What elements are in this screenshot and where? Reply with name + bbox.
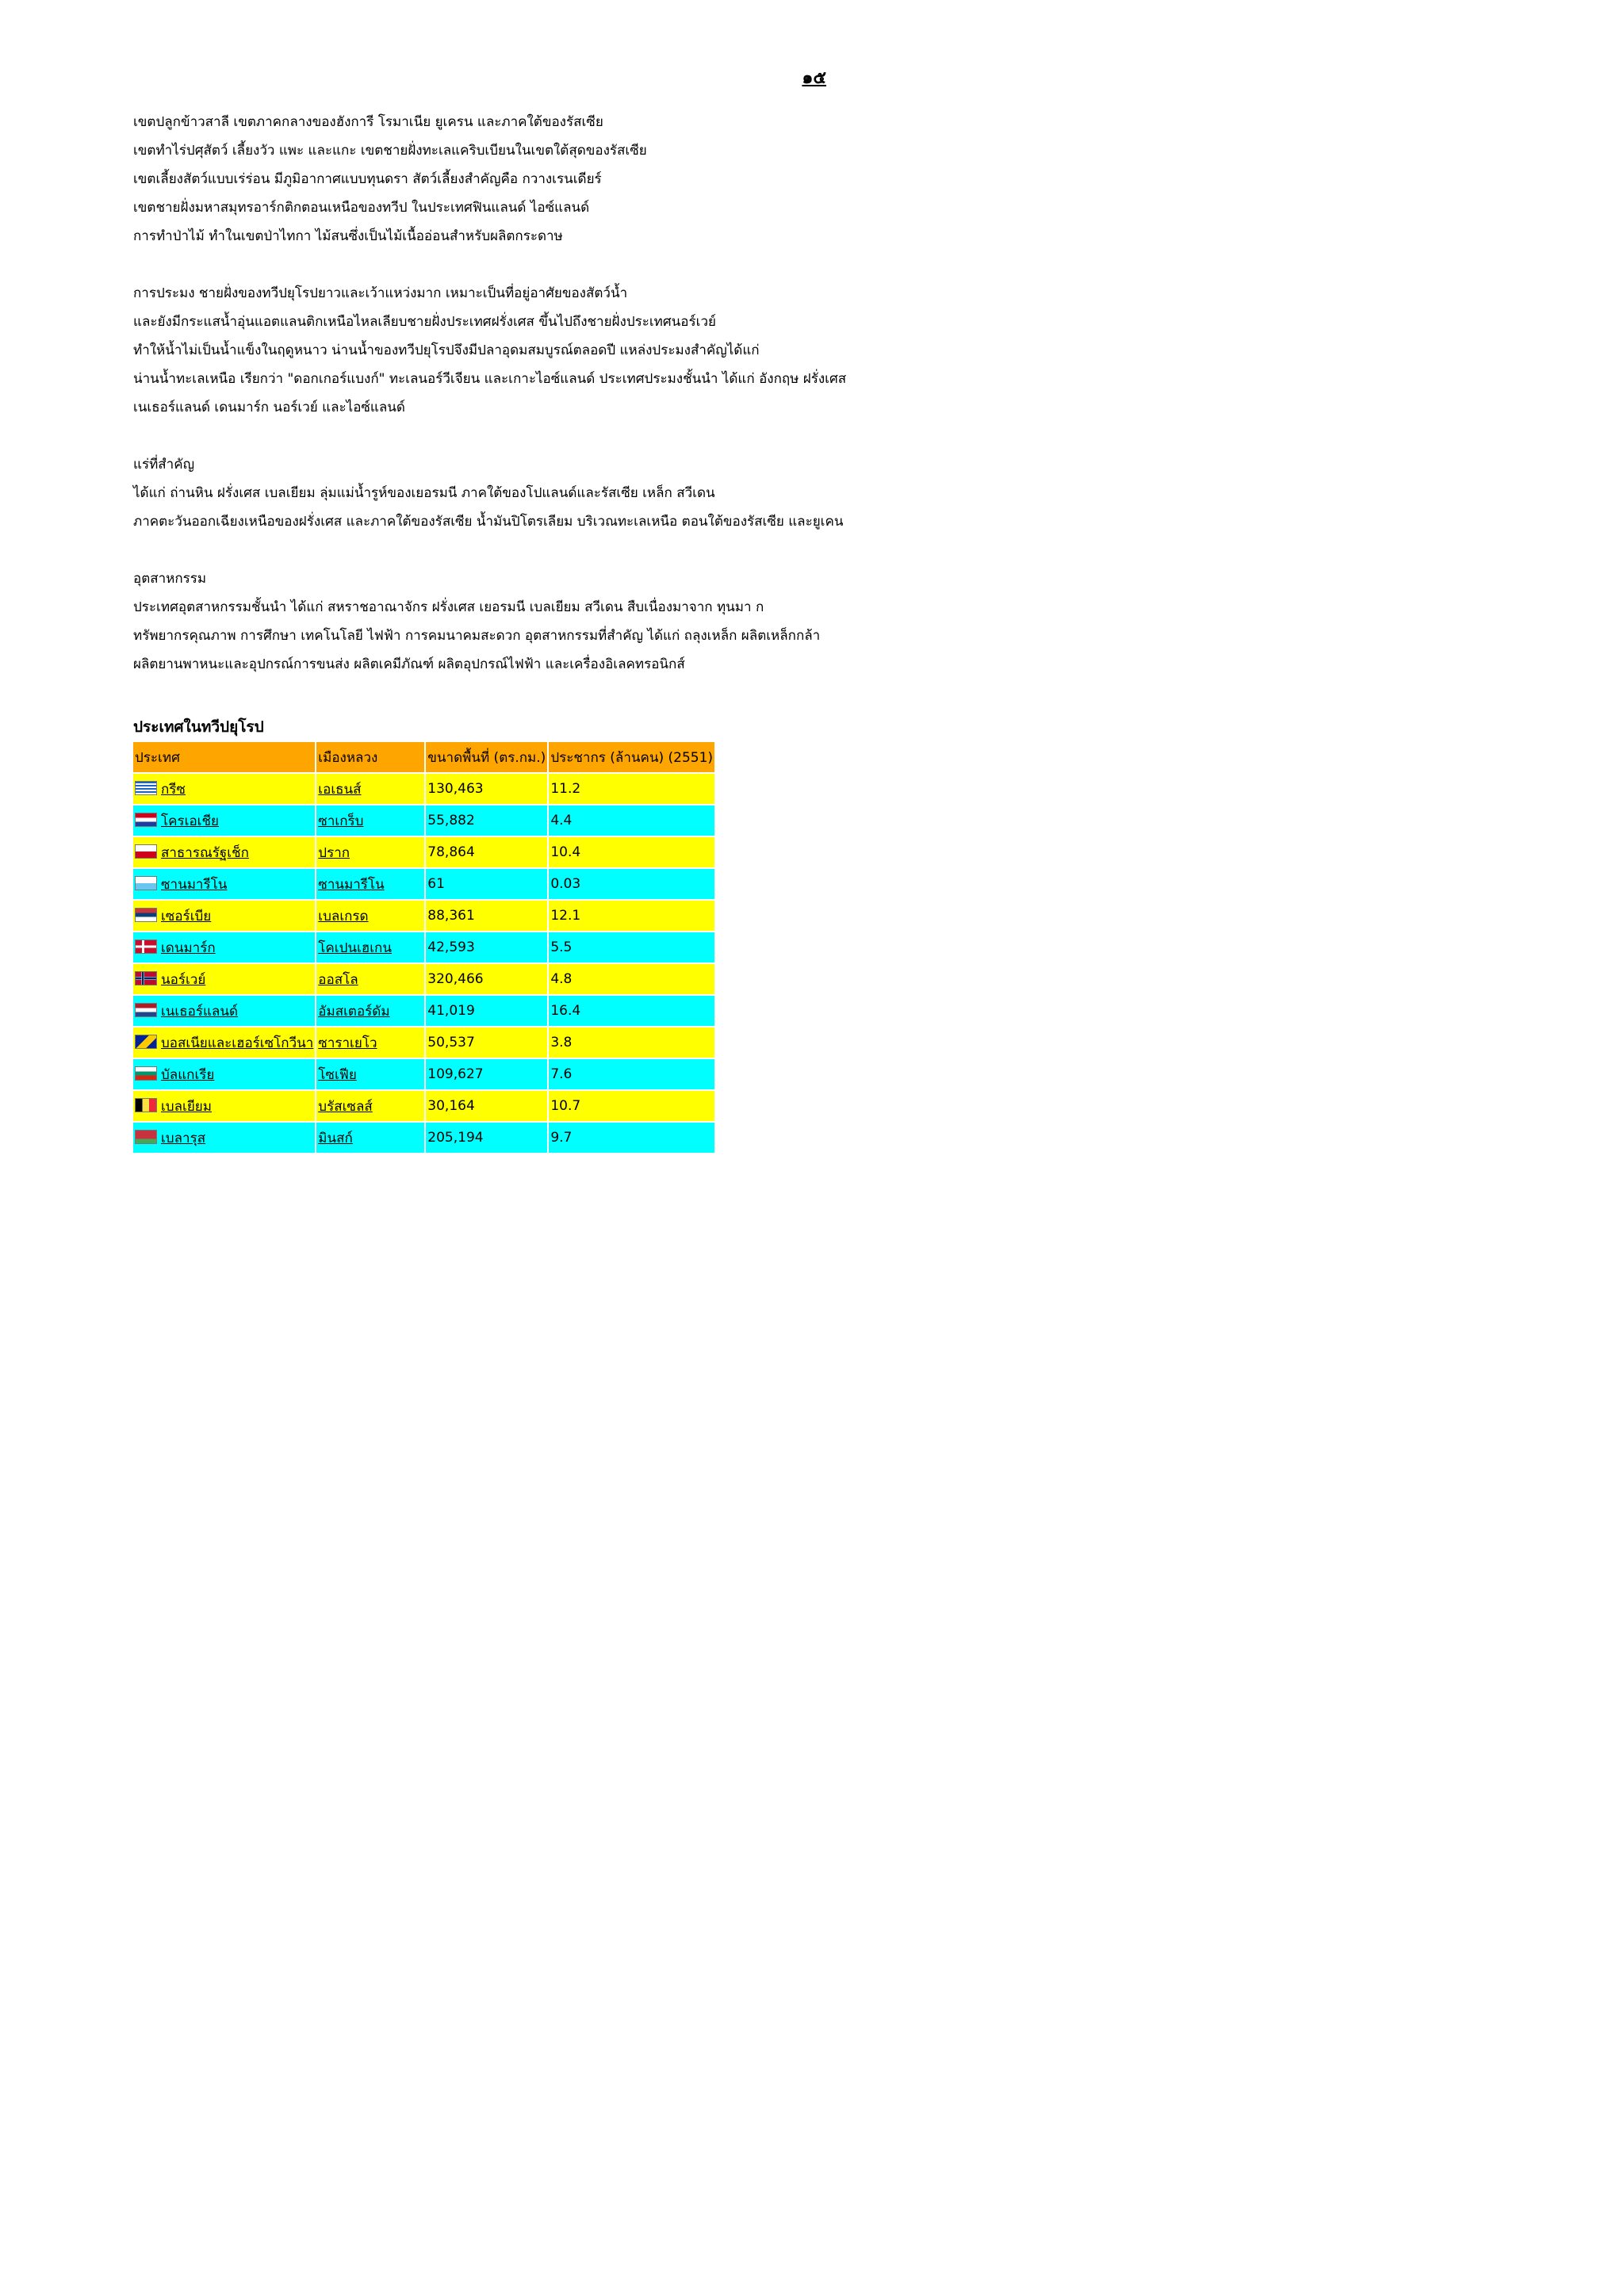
belarus-flag-icon xyxy=(135,1130,157,1144)
cell-capital xyxy=(316,1059,424,1089)
cell-capital xyxy=(316,901,424,931)
norway-flag-icon xyxy=(135,971,157,985)
country-link[interactable]: เนเธอร์แลนด์ xyxy=(161,1003,238,1020)
text-line: ภาคตะวันออกเฉียงเหนือของฝรั่งเศส และภาคใต้ของรัสเซีย น้ำมันปิโตรเลียม บริเวณทะเลเหนือ ตอนใต้ของรัสเซีย และยูเคน xyxy=(133,514,844,530)
header-area: ขนาดพื้นที่ (ตร.กม.) xyxy=(426,742,547,772)
cell-population: 0.03 xyxy=(549,869,714,899)
cell-country xyxy=(133,932,315,962)
cell-population: 10.4 xyxy=(549,837,714,867)
country-link[interactable]: เดนมาร์ก xyxy=(161,939,216,956)
greece-flag-icon xyxy=(135,781,157,795)
paragraph-spacer xyxy=(133,679,831,707)
cell-country xyxy=(133,837,315,867)
paragraph-spacer xyxy=(133,536,831,564)
san-marino-flag-icon xyxy=(135,876,157,890)
paragraph-spacer xyxy=(133,422,831,450)
table-row xyxy=(133,1059,714,1089)
cell-country xyxy=(133,901,315,931)
cell-capital xyxy=(316,806,424,836)
country-link[interactable]: นอร์เวย์ xyxy=(161,971,206,988)
capital-link[interactable]: ออสโล xyxy=(318,971,358,988)
capital-link[interactable]: โคเปนเฮเกน xyxy=(318,939,392,956)
cell-country xyxy=(133,869,315,899)
text-line: ทำให้น้ำไม่เป็นน้ำแข็งในฤดูหนาว น่านน้ำของทวีปยุโรปจึงมีปลาอุดมสมบูรณ์ตลอดปี แหล่งประมงสำคัญได้แก่ xyxy=(133,342,760,358)
capital-link[interactable]: ซาเกร็บ xyxy=(318,813,364,829)
capital-link[interactable]: ซานมารีโน xyxy=(318,876,385,893)
cell-area: 78,864 xyxy=(426,837,547,867)
paragraph xyxy=(133,450,844,536)
text-line: เขตชายฝั่งมหาสมุทรอาร์กติกตอนเหนือของทวีป ในประเทศฟินแลนด์ ไอซ์แลนด์ xyxy=(133,200,590,216)
capital-link[interactable]: บรัสเซลส์ xyxy=(318,1098,373,1115)
header-population: ประชากร (ล้านคน) (2551) xyxy=(549,742,714,772)
cell-population: 16.4 xyxy=(549,996,714,1026)
capital-link[interactable]: มินสก์ xyxy=(318,1130,353,1146)
cell-country xyxy=(133,774,315,804)
country-link[interactable]: กรีซ xyxy=(161,781,186,798)
table-row xyxy=(133,901,714,931)
cell-capital xyxy=(316,996,424,1026)
cell-population: 4.8 xyxy=(549,964,714,994)
text-line: เขตเลี้ยงสัตว์แบบเร่ร่อน มีภูมิอากาศแบบทุนดรา สัตว์เลี้ยงสำคัญคือ กวางเรนเดียร์ xyxy=(133,171,602,187)
cell-capital xyxy=(316,1123,424,1153)
table-row xyxy=(133,806,714,836)
header-country: ประเทศ xyxy=(133,742,315,772)
cell-area: 205,194 xyxy=(426,1123,547,1153)
bulgaria-flag-icon xyxy=(135,1066,157,1081)
table-row xyxy=(133,932,714,962)
table-row xyxy=(133,774,714,804)
cell-country xyxy=(133,964,315,994)
text-line: การทำป่าไม้ ทำในเขตป่าไทกา ไม้สนซึ่งเป็นไม้เนื้ออ่อนสำหรับผลิตกระดาษ xyxy=(133,228,563,244)
text-line: ได้แก่ ถ่านหิน ฝรั่งเศส เบลเยียม ลุ่มแม่น้ำรูห์ของเยอรมนี ภาคใต้ของโปแลนด์และรัสเซีย เหล็ก สวีเดน xyxy=(133,485,715,501)
croatia-flag-icon xyxy=(135,813,157,827)
text-line: เขตทำไร่ปศุสัตว์ เลี้ยงวัว แพะ และแกะ เขตชายฝั่งทะเลแคริบเบียนในเขตใต้สุดของรัสเซีย xyxy=(133,143,647,159)
paragraph-spacer xyxy=(133,251,831,279)
country-link[interactable]: เบลารุส xyxy=(161,1130,206,1146)
capital-link[interactable]: ซาราเยโว xyxy=(318,1035,377,1051)
page-number: ๑๕ xyxy=(802,68,826,88)
czech-flag-icon xyxy=(135,844,157,859)
cell-capital xyxy=(316,869,424,899)
document-content xyxy=(133,108,847,1154)
cell-area: 50,537 xyxy=(426,1027,547,1058)
text-line: เขตปลูกข้าวสาลี เขตภาคกลางของฮังการี โรมาเนีย ยูเครน และภาคใต้ของรัสเซีย xyxy=(133,114,603,130)
text-body xyxy=(133,108,847,707)
cell-population: 4.4 xyxy=(549,806,714,836)
cell-area: 130,463 xyxy=(426,774,547,804)
text-line: การประมง ชายฝั่งของทวีปยุโรปยาวและเว้าแหว่งมาก เหมาะเป็นที่อยู่อาศัยของสัตว์น้ำ xyxy=(133,285,628,301)
bosnia-flag-icon xyxy=(135,1035,157,1049)
table-row xyxy=(133,1027,714,1058)
cell-country xyxy=(133,1059,315,1089)
cell-area: 88,361 xyxy=(426,901,547,931)
cell-area: 109,627 xyxy=(426,1059,547,1089)
cell-capital xyxy=(316,932,424,962)
header-capital: เมืองหลวง xyxy=(316,742,424,772)
netherlands-flag-icon xyxy=(135,1003,157,1017)
capital-link[interactable]: ปราก xyxy=(318,844,350,861)
countries-table xyxy=(132,740,716,1154)
cell-population: 11.2 xyxy=(549,774,714,804)
text-line: อุตสาหกรรม xyxy=(133,571,207,587)
capital-link[interactable]: อัมสเตอร์ดัม xyxy=(318,1003,390,1020)
cell-country xyxy=(133,806,315,836)
paragraph xyxy=(133,279,847,422)
table-row xyxy=(133,837,714,867)
cell-area: 41,019 xyxy=(426,996,547,1026)
paragraph xyxy=(133,108,831,251)
country-link[interactable]: โครเอเชีย xyxy=(161,813,219,829)
cell-capital xyxy=(316,1027,424,1058)
table-body xyxy=(133,774,714,1153)
country-link[interactable]: บอสเนียและเฮอร์เซโกวีนา xyxy=(161,1035,314,1051)
text-line: เนเธอร์แลนด์ เดนมาร์ก นอร์เวย์ และไอซ์แลนด์ xyxy=(133,400,405,415)
table-header-row xyxy=(133,742,714,772)
cell-capital xyxy=(316,964,424,994)
cell-country xyxy=(133,1091,315,1121)
cell-population: 5.5 xyxy=(549,932,714,962)
serbia-flag-icon xyxy=(135,908,157,922)
cell-area: 320,466 xyxy=(426,964,547,994)
belgium-flag-icon xyxy=(135,1098,157,1112)
cell-population: 12.1 xyxy=(549,901,714,931)
cell-country xyxy=(133,1123,315,1153)
capital-link[interactable]: เอเธนส์ xyxy=(318,781,362,798)
cell-capital xyxy=(316,774,424,804)
table-title: ประเทศในทวีปยุโรป xyxy=(133,718,264,736)
country-link[interactable]: บัลแกเรีย xyxy=(161,1066,215,1083)
table-row xyxy=(133,964,714,994)
table-row xyxy=(133,1091,714,1121)
cell-capital xyxy=(316,1091,424,1121)
text-line: แร่ที่สำคัญ xyxy=(133,457,195,473)
capital-link[interactable]: เบลเกรด xyxy=(318,908,369,924)
text-line: ประเทศอุตสาหกรรมชั้นนำ ได้แก่ สหราชอาณาจักร ฝรั่งเศส เยอรมนี เบลเยียม สวีเดน สืบเนื่องมาจาก ทุนมา ก xyxy=(133,599,764,615)
cell-area: 55,882 xyxy=(426,806,547,836)
text-line: ทรัพยากรคุณภาพ การศึกษา เทคโนโลยี ไฟฟ้า การคมนาคมสะดวก อุตสาหกรรมที่สำคัญ ได้แก่ ถลุงเหล็ก ผลิตเหล็กกล้า xyxy=(133,628,821,644)
country-link[interactable]: เซอร์เบีย xyxy=(161,908,212,924)
cell-capital xyxy=(316,837,424,867)
denmark-flag-icon xyxy=(135,939,157,954)
cell-area: 61 xyxy=(426,869,547,899)
paragraph xyxy=(133,564,831,679)
country-link[interactable]: เบลเยียม xyxy=(161,1098,212,1115)
country-link[interactable]: สาธารณรัฐเช็ก xyxy=(161,844,249,861)
cell-area: 42,593 xyxy=(426,932,547,962)
table-row xyxy=(133,1123,714,1153)
cell-country xyxy=(133,1027,315,1058)
text-line: และยังมีกระแสน้ำอุ่นแอตแลนติกเหนือไหลเลียบชายฝั่งประเทศฝรั่งเศส ขึ้นไปถึงชายฝั่งประเทศนอร์เวย์ xyxy=(133,314,716,330)
capital-link[interactable]: โซเฟีย xyxy=(318,1066,357,1083)
text-line: ผลิตยานพาหนะและอุปกรณ์การขนส่ง ผลิตเคมีภัณฑ์ ผลิตอุปกรณ์ไฟฟ้า และเครื่องอิเลคทรอนิกส์ xyxy=(133,656,685,672)
cell-country xyxy=(133,996,315,1026)
cell-population: 10.7 xyxy=(549,1091,714,1121)
text-line: น่านน้ำทะเลเหนือ เรียกว่า "ดอกเกอร์แบงก์" ทะเลนอร์วีเจียน และเกาะไอซ์แลนด์ ประเทศประมงชั้นนำ ได้แก่ อังกฤษ ฝรั่งเศส xyxy=(133,371,847,387)
table-row xyxy=(133,996,714,1026)
cell-population: 3.8 xyxy=(549,1027,714,1058)
cell-area: 30,164 xyxy=(426,1091,547,1121)
cell-population: 7.6 xyxy=(549,1059,714,1089)
table-row xyxy=(133,869,714,899)
cell-population: 9.7 xyxy=(549,1123,714,1153)
country-link[interactable]: ซานมารีโน xyxy=(161,876,228,893)
